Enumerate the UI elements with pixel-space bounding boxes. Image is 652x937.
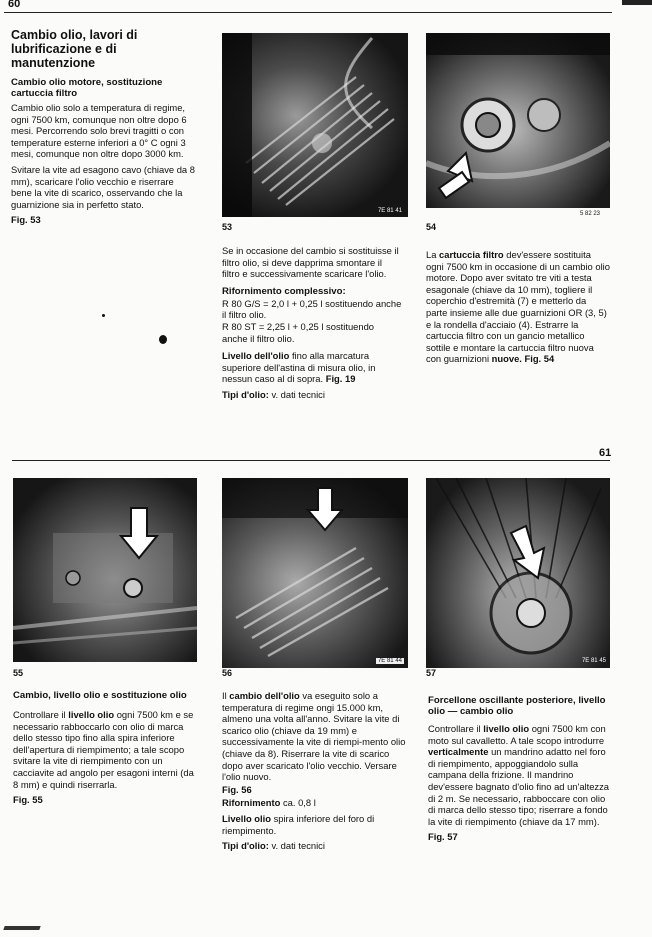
paragraph-drain-screw: Svitare la vite ad esagono cavo (chiave da 8 mm), scaricare l'olio vecchio e riserrare bene la vite di scarico, osservando che la guarnizione sia in perfetto stato.: [11, 163, 195, 210]
figure-reference-19: Fig. 19: [325, 373, 356, 385]
photo-oil-filter-cover: [426, 33, 610, 208]
section-oil-filling: [222, 245, 402, 405]
paragraph-oil-level: [222, 350, 402, 385]
figure-label-53: 53: [222, 222, 233, 232]
term-oil-change: cambio dell'olio: [229, 690, 300, 701]
page-number-61: 61: [599, 447, 612, 459]
top-rule: [4, 12, 612, 13]
subsection-title-engine-oil: Cambio olio motore, sostituzione cartuccia filtro: [11, 77, 163, 99]
section-filter-cartridge: [426, 249, 610, 369]
page-edge-mark: [622, 0, 652, 5]
oil-types-text: v. dati tecnici: [271, 388, 325, 400]
swingarm-text-1: ogni 7500 km con moto sul cavalletto. A tale scopo introdurre: [428, 723, 606, 746]
section-gearbox-change: [222, 690, 408, 856]
text-check: Controllare il: [13, 709, 66, 720]
photo-code-53: 7E 81 41: [377, 208, 402, 214]
paragraph-oil-change-interval: Cambio olio solo a temperatura di regime, ogni 7500 km, comunque non oltre dopo 6 mesi. Percorrendo solo brevi tragitti o con temperature esterne inferiori a 0° C ogni 3 mesi, comunque non oltre dopo 3000 km.: [11, 102, 187, 160]
photo-gearbox-drain: [222, 478, 408, 668]
paragraph-gearbox-change: [222, 690, 408, 783]
term-oil-types: Tipi d'olio:: [222, 388, 269, 400]
term-vertically: verticalmente: [428, 746, 489, 758]
figure-label-57: 57: [426, 668, 437, 678]
section-title-gearbox: Cambio, livello olio e sostituzione olio: [13, 690, 187, 701]
photo-swingarm-filler: [426, 478, 610, 668]
term-oil-level-swingarm: livello olio: [483, 723, 530, 734]
photo-code-56: 7E 81 44: [377, 658, 402, 664]
paragraph-swingarm-level: [428, 723, 610, 827]
section-engine-oil: [11, 28, 197, 226]
scan-speck: [102, 314, 105, 317]
photo-engine-drain-screw: [222, 33, 408, 217]
filter-cartridge-text: dev'essere sostituita ogni 7500 km in occasione di un cambio olio motore. Dopo aver svitato tre viti a testa esagonale (chiave da 10 mm), togliere il coperchio d'estremità (7) e metterlo da parte insieme alle due guarnizioni OR (3, 5) e la rondella d'acciaio (4). Estrarre la cartuccia filtro con un gancio metallico sottile e montare la cartuccia filtro nuova con guarnizioni: [426, 249, 610, 365]
figure-reference-53: Fig. 53: [11, 214, 41, 226]
figure-reference-54: Fig. 54: [524, 353, 555, 365]
photo-code-57: 7E 81 45: [581, 658, 606, 664]
paragraph-gearbox-oil-types: [222, 840, 408, 852]
filling-r80gs: R 80 G/S = 2,0 l + 0,25 l sostituendo anche il filtro olio.: [222, 297, 402, 321]
term-filling: Rifornimento: [222, 797, 281, 809]
section-swingarm-oil: [428, 695, 610, 843]
section-title-swingarm: Forcellone oscillante posteriore, livello olio — cambio olio: [428, 695, 606, 717]
figure-label-56: 56: [222, 668, 233, 678]
filling-r80st: R 80 ST = 2,25 l + 0,25 l sostituendo anche il filtro olio.: [222, 320, 375, 344]
paragraph-gearbox-level-mark: [222, 813, 408, 836]
oil-level-mark-text: spira inferiore del foro di riempimento.: [222, 812, 375, 836]
filling-value: ca. 0,8 l: [282, 797, 316, 809]
scan-artifact: [3, 926, 40, 930]
term-filter-cartridge: cartuccia filtro: [439, 249, 504, 260]
figure-reference-56: Fig. 56: [222, 783, 252, 795]
gearbox-level-text: ogni 7500 km e se necessario rabboccarlo con olio di marca dello stesso tipo fino alla spira inferiore dell'apertura di riempimento; a tale scopo svitare la vite di riempimento con un cacciavite ad angolo per esagoni interni (da 8 mm) e quindi riserrarla.: [13, 709, 194, 790]
heading-total-filling: Rifornimento complessivo:: [222, 285, 346, 297]
figure-reference-55: Fig. 55: [13, 794, 43, 806]
photo-code-54: 5 82 23: [580, 211, 601, 217]
paragraph-gearbox-level: [13, 709, 199, 790]
paragraph-gearbox-filling: [222, 797, 408, 809]
section-title-maintenance: Cambio olio, lavori di lubrificazione e di manutenzione: [11, 28, 138, 70]
term-oil-level-gearbox: livello olio: [68, 709, 115, 720]
scan-speck: [159, 335, 167, 344]
paragraph-filter-first: Se in occasione del cambio si sostituisse il filtro olio, si deve dapprima smontare il filtro e successivamente scaricare l'olio.: [222, 245, 399, 280]
oil-types-gearbox-text: v. dati tecnici: [271, 840, 325, 852]
bottom-rule: [12, 460, 610, 461]
figure-label-54: 54: [426, 222, 437, 232]
page-number-60: 60: [8, 0, 21, 10]
swingarm-text-2: un mandrino adatto nel foro di riempimento, appoggiandolo sulla campana della frizione. Il mandrino dev'essere bagnato d'olio fino ad un'altezza di 2 m. Se necessario, rabboccare con olio di marca dello stesso tipo; riserrare a fondo la vite di riempimento (chiave da 17 mm).: [428, 746, 610, 827]
paragraph-oil-types: [222, 389, 402, 401]
figure-reference-57: Fig. 57: [428, 831, 458, 843]
section-gearbox-oil: [13, 690, 199, 806]
photo-gearbox-filler: [13, 478, 197, 662]
term-oil-level-mark: Livello olio: [222, 812, 271, 824]
term-new: nuove.: [491, 353, 522, 365]
term-oil-types-gearbox: Tipi d'olio:: [222, 840, 269, 852]
figure-label-55: 55: [13, 668, 24, 678]
text-la: La: [426, 249, 437, 260]
text-il: Il: [222, 690, 227, 701]
oil-level-text: fino alla marcatura superiore dell'astina di misura olio, in nessun caso al di sopra.: [222, 350, 376, 385]
text-check-swingarm: Controllare il: [428, 723, 481, 734]
gearbox-change-text: va eseguito solo a temperatura di regime ongi 15.000 km, almeno una volta all'anno. Svitare la vite di scarico olio (chiave da 19 mm) e successivamente la vite di riempi-mento olio (chiave da 8). Riserrare la vite di scarico dopo aver scaricato l'olio vecchio. Versare l'olio nuovo.: [222, 690, 406, 783]
paragraph-filter-cartridge: [426, 249, 610, 365]
term-oil-level: Livello dell'olio: [222, 350, 290, 362]
